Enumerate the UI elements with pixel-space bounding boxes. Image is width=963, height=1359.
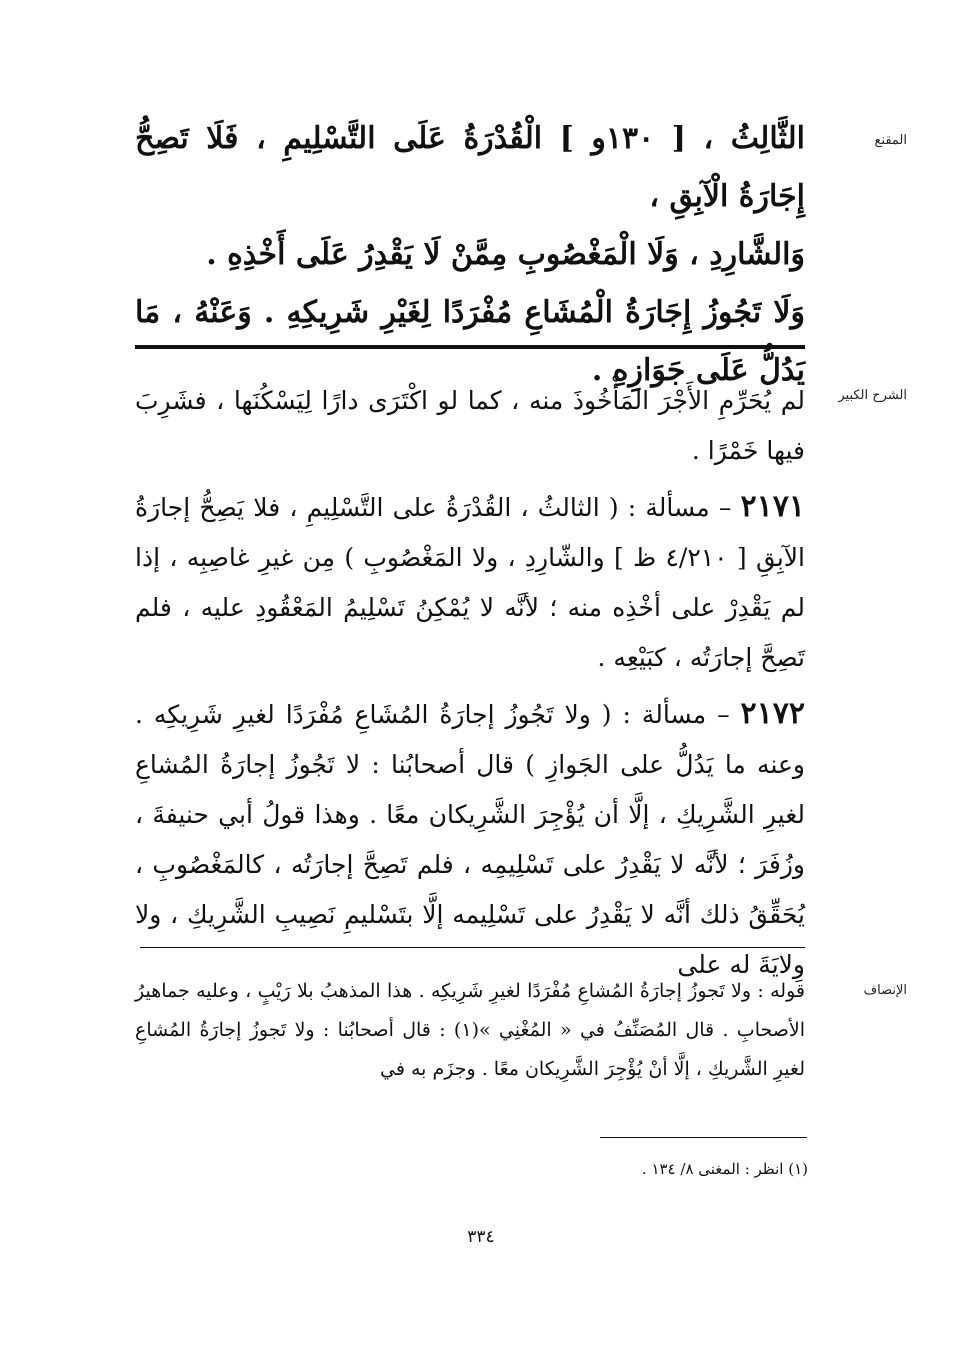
page-number: ٣٣٤	[467, 1227, 495, 1247]
muqni-text	[135, 110, 805, 400]
muqni-label: المقنع	[874, 133, 907, 148]
sharh-intro: لم يُحَرِّمِ الأَجْرَ المَأْخُوذَ منه ، كما لو اكْتَرَى دارًا لِيَسْكُنَها ، فشَرِبَ فيها خَمْرًا .	[135, 386, 805, 465]
section-divider	[135, 345, 805, 349]
muqni-line: وَالشَّارِدِ ، وَلَا الْمَغْصُوبِ مِمَّنْ لَا يَقْدِرُ عَلَى أَخْذِهِ .	[206, 237, 805, 272]
section-divider	[140, 947, 805, 948]
sharh-text	[135, 376, 805, 990]
muqni-line: الثَّالِثُ ، [ ١٣٠و ] الْقُدْرَةُ عَلَى التَّسْلِيمِ ، فَلَا تَصِحُّ إِجَارَةُ الْآبِقِ ،	[135, 121, 805, 214]
footnote: (١) انظر : المغنى ٨/ ١٣٤ .	[641, 1160, 808, 1178]
masala-number: ٢١٧١	[740, 489, 805, 524]
masala-body: – مسألة : ( الثالثُ ، القُدْرَةُ على التَّسْلِيمِ ، فلا يَصِحُّ إجارَةُ الآبِقِ [ ٤/٢١٠ ظ ] والشّارِدِ ، ولا المَغْصُوبِ ) مِن غيرِ غاصِبِه ، إذا لم يَقْدِرْ على أخْذِه منه ؛ لأنَّه لا يُمْكِنُ تَسْلِيمُ المَعْقُودِ عليه ، فلم تَصِحَّ إجارَتُه ، كبَيْعِه .	[135, 493, 805, 672]
insaf-paragraph: قوله : ولا تَجوزُ إجارَةُ المُشاعِ مُفْرَدًا لغيرِ شَرِيكِه . هذا المذهبُ بلا رَيْبٍ ، وعليه جماهيرُ الأصحابِ . قال المُصَنِّفُ في « المُغْنِي »(١) : قال أصحابُنا : ولا تَجوزُ إجارَةُ المُشاعِ لغيرِ الشَّريكِ ، إلَّا أنْ يُؤْجِرَ الشَّرِيكان معًا . وجزَم به في	[135, 980, 805, 1080]
muqni-line: وَلَا تَجُوزُ إِجَارَةُ الْمُشَاعِ مُفْرَدًا لِغَيْرِ شَرِيكِهِ . وَعَنْهُ ، مَا يَدُلُّ عَلَى جَوَازِهِ .	[135, 295, 805, 388]
masala-2171	[135, 482, 805, 683]
masala-2172	[135, 689, 805, 990]
footnote-divider	[600, 1137, 807, 1138]
masala-body: – مسألة : ( ولا تَجُوزُ إجارَةُ المُشَاعِ مُفْرَدًا لغيرِ شَرِيكِه . وعنه ما يَدُلُّ على الجَوازِ ) قال أصحابُنا : لا تَجُوزُ إجارَةُ المُشاعِ لغيرِ الشَّرِيكِ ، إلَّا أن يُؤْجِرَ الشَّرِيكان معًا . وهذا قولُ أبي حنيفةَ ، وزُفَرَ ؛ لأنَّه لا يَقْدِرُ على تَسْلِيمِه ، فلم تَصِحَّ إجارَتُه ، كالمَغْصُوبِ ، يُحَقِّقُ ذلك أنَّه لا يَقْدِرُ على تَسْلِيمه إلَّا بتَسْليمِ نَصِيبِ الشَّرِيكِ ، ولا وِلايَةَ له على	[135, 700, 805, 979]
masala-number: ٢١٧٢	[740, 696, 805, 731]
insaf-text	[135, 972, 805, 1089]
sharh-label: الشرح الكبير	[838, 388, 907, 403]
insaf-label: الإنصاف	[863, 983, 907, 998]
